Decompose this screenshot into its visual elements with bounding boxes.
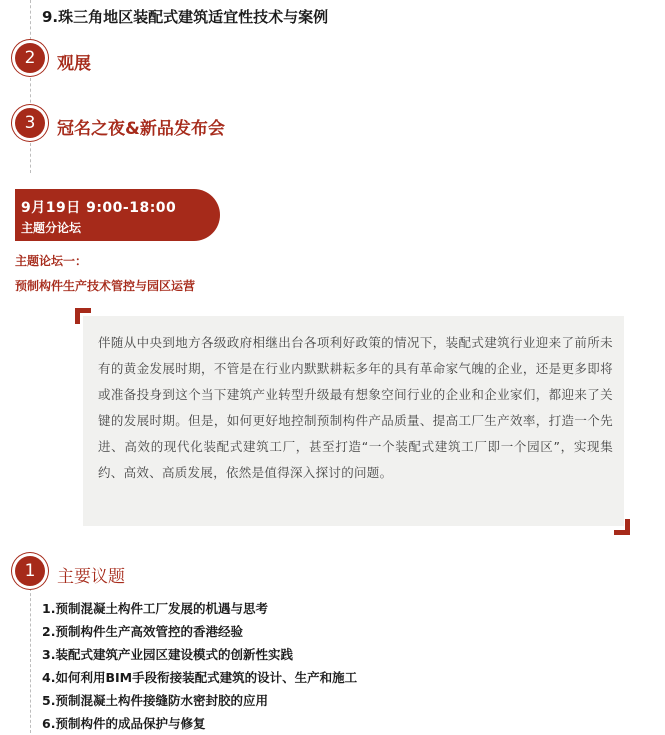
timeline-dash-top bbox=[30, 0, 31, 40]
section-title-award-night: 冠名之夜&新品发布会 bbox=[57, 119, 225, 139]
timeline-dash-lower bbox=[30, 143, 31, 173]
quote-corner-top-left bbox=[75, 308, 80, 324]
schedule-date-time: 9月19日 9:00-18:00 bbox=[21, 200, 177, 216]
intro-paragraph: 伴随从中央到地方各级政府相继出台各项利好政策的情况下，装配式建筑行业迎来了前所未有的黄金发展时期，不管是在行业内默默耕耘多年的具有革命家气魄的企业，还是更多即将或准备投身到这个当下建筑产业转型升级最有想象空间行业的企业和企业家们，都迎来了关键的发展时期。但是，如何更好地控制预制构件产品质量、提高工厂生产效率，打造一个先进、高效的现代化装配式建筑工厂，甚至打造“一个装配式建筑工厂即一个园区”，实现集约、高效、高质发展，依然是值得深入探讨的问题。 bbox=[98, 335, 613, 480]
forum-label: 主题论坛一： bbox=[15, 254, 88, 268]
section-title-exhibition: 观展 bbox=[57, 54, 91, 74]
topic-item: 1.预制混凝土构件工厂发展的机遇与思考 bbox=[42, 601, 268, 616]
quote-corner-bottom-right bbox=[625, 519, 630, 535]
topic-item: 6.预制构件的成品保护与修复 bbox=[42, 716, 206, 731]
forum-title: 预制构件生产技术管控与园区运营 bbox=[15, 279, 196, 293]
agenda-item-9: 9.珠三角地区装配式建筑适宜性技术与案例 bbox=[42, 8, 329, 26]
topic-item: 3.装配式建筑产业园区建设模式的创新性实践 bbox=[42, 647, 293, 662]
main-topics-list bbox=[42, 597, 357, 735]
section-number-badge: 3 bbox=[15, 108, 45, 138]
schedule-session: 主题分论坛 bbox=[21, 221, 82, 235]
topic-item: 4.如何利用BIM手段衔接装配式建筑的设计、生产和施工 bbox=[42, 670, 358, 685]
topic-item: 5.预制混凝土构件接缝防水密封胶的应用 bbox=[42, 693, 268, 708]
schedule-date-banner bbox=[15, 189, 220, 241]
timeline-dash-middle bbox=[30, 78, 31, 108]
section-number-badge: 1 bbox=[15, 556, 45, 586]
intro-quote-box bbox=[83, 316, 624, 526]
section-number-badge: 2 bbox=[15, 43, 45, 73]
timeline-dash-bottom bbox=[30, 588, 31, 733]
main-topics-title: 主要议题 bbox=[57, 567, 125, 587]
topic-item: 2.预制构件生产高效管控的香港经验 bbox=[42, 624, 243, 639]
